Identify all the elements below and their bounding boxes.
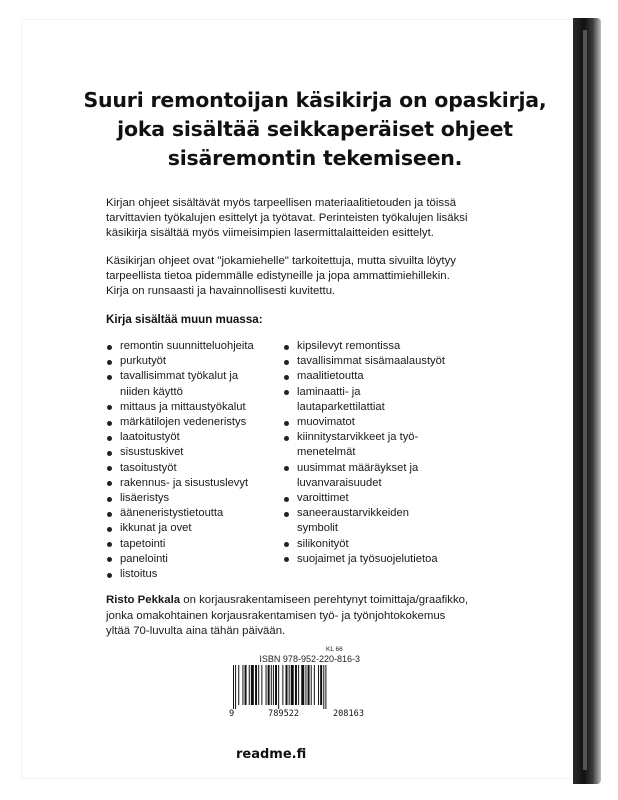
barcode-bar [295, 665, 297, 705]
list-item-text: ikkunat ja ovet [120, 522, 192, 535]
list-item [283, 506, 473, 536]
list-item-text: suojaimet ja työsuojelutietoa [297, 552, 438, 565]
barcode-bar [245, 665, 247, 705]
list-item-text: mittaus ja mittaustyökalut [120, 400, 246, 413]
book-spine-shadow [583, 30, 587, 770]
headline-line: joka sisältää seikkaperäiset ohjeet [117, 117, 513, 141]
barcode-bar [233, 665, 234, 709]
barcode-bar [251, 665, 254, 705]
barcode-bar [242, 665, 243, 705]
list-item [106, 476, 296, 491]
list-item-text: panelointi [120, 552, 168, 565]
author-name: Risto Pekkala [106, 594, 181, 606]
barcode-bar [286, 665, 288, 705]
list-item [106, 521, 296, 536]
list-item [106, 354, 296, 369]
list-item-text: uusimmat määräykset ja [297, 461, 419, 474]
barcode-bar [278, 665, 279, 709]
headline-line: sisäremontin tekemiseen. [167, 146, 463, 170]
list-item [283, 385, 473, 415]
barcode-bar [320, 665, 322, 705]
list-item [106, 339, 296, 354]
paragraph-line: Käsikirjan ohjeet ovat "jokamiehelle" tarkoitettuja, mutta sivuilta löytyy [106, 255, 456, 267]
contents-heading: Kirja sisältää muun muassa: [106, 313, 263, 326]
list-item-text: saneeraustarvikkeiden [297, 507, 409, 520]
list-item [106, 415, 296, 430]
list-item [106, 537, 296, 552]
barcode-digit-group: 789522 [268, 709, 300, 719]
list-item [283, 552, 473, 567]
isbn-text: ISBN 978-952-220-816-3 [259, 654, 360, 664]
list-item-text: kipsilevyt remontissa [297, 340, 401, 352]
list-item [106, 430, 296, 445]
list-item-text: laatoitustyöt [120, 431, 180, 444]
author-bio-line: yltää 70-luvulta aina tähän päivään. [106, 625, 286, 637]
barcode-bar [261, 665, 262, 705]
list-item-text: laminaatti- ja [297, 385, 361, 398]
barcode-bar [301, 665, 304, 705]
list-item [283, 339, 473, 354]
list-item [106, 369, 296, 399]
list-item-text: tasoitustyöt [120, 461, 177, 474]
list-item [283, 537, 473, 552]
list-item [106, 552, 296, 567]
list-item-text: varoittimet [297, 492, 349, 505]
book-spine-edge [573, 18, 601, 784]
list-item [283, 354, 473, 369]
paragraph-line: Kirjan ohjeet sisältävät myös tarpeellisen materiaalitietouden ja töissä [106, 197, 457, 209]
headline-line: Suuri remontoijan käsikirja on opaskirja, [83, 88, 547, 112]
barcode-bar [258, 665, 259, 705]
list-item-text: remontin suunnitteluohjeita [120, 340, 254, 352]
list-item-text: muovimatot [297, 416, 355, 429]
list-item [106, 491, 296, 506]
barcode-bar [298, 665, 299, 705]
list-item-text: kiinnitystarvikkeet ja työ- [297, 431, 419, 444]
author-bio [106, 593, 536, 640]
list-item-text: rakennus- ja sisustuslevyt [120, 476, 249, 489]
paragraph-line: tarpeellista tietoa pidemmälle edistyneille ja jopa ammattimiehillekin. [106, 270, 450, 282]
barcode-bar [305, 665, 306, 705]
barcode-bar [238, 665, 239, 705]
barcode [229, 665, 364, 709]
paragraph-line: käsikirja sisältää myös viimeisimpien lasermittalaitteiden esittelyt. [106, 227, 434, 239]
barcode-bar [249, 665, 250, 705]
barcode-bar [308, 665, 310, 705]
barcode-bar [235, 665, 236, 709]
barcode-bar [318, 665, 319, 705]
list-item [106, 506, 296, 521]
barcode-digit-group: 208163 [332, 709, 364, 719]
list-item-text: lautaparkettilattiat [297, 400, 385, 413]
barcode-bar [314, 665, 315, 705]
author-bio-text: on korjausrakentamiseen perehtynyt toimittaja/graafikko, [180, 594, 469, 606]
barcode-bar [311, 665, 312, 705]
contents-list-left [106, 339, 296, 582]
contents-list-right [283, 339, 473, 567]
list-item [106, 567, 296, 582]
list-item-text: tavallisimmat sisämaalaustyöt [297, 355, 445, 368]
list-item [106, 400, 296, 415]
list-item-text: tavallisimmat työkalut ja [120, 370, 239, 383]
list-item [283, 369, 473, 384]
barcode-bar [266, 665, 267, 705]
list-item [283, 415, 473, 430]
barcode-bar [271, 665, 272, 705]
list-item-text: symbolit [297, 522, 339, 535]
list-item-text: listoitus [120, 568, 158, 581]
publisher-website: readme.fi [236, 747, 307, 762]
list-item-text: ääneneristystietoutta [120, 507, 224, 520]
barcode-bar [255, 665, 257, 705]
list-item-text: purkutyöt [120, 355, 167, 368]
barcode-bar [275, 665, 277, 705]
barcode-bar [289, 665, 290, 705]
library-class-code: KL 66 [326, 646, 343, 653]
list-item-text: lisäeristys [120, 492, 170, 505]
headline [80, 86, 550, 173]
list-item [106, 445, 296, 460]
barcode-bar [291, 665, 294, 705]
list-item-text: niiden käyttö [120, 385, 183, 398]
barcode-bar [282, 665, 283, 705]
list-item-text: silikonityöt [297, 537, 349, 550]
author-bio-line: jonka omakohtainen korjausrakentamisen työ- ja työnjohtokokemus [106, 609, 446, 622]
description-paragraph-1 [106, 196, 526, 241]
barcode-digits [229, 709, 364, 719]
barcode-bar [325, 665, 326, 709]
list-item-text: menetelmät [297, 446, 356, 459]
barcode-digit-group: 9 [229, 709, 235, 719]
paragraph-line: Kirja on runsaasti ja havainnollisesti kuvitettu. [106, 285, 336, 297]
list-item-text: luvanvaraisuudet [297, 476, 382, 489]
list-item-text: märkätilojen vedeneristys [120, 416, 247, 429]
list-item [106, 461, 296, 476]
description-paragraph-2 [106, 254, 526, 299]
barcode-bar [268, 665, 270, 705]
list-item [283, 430, 473, 460]
barcode-bar [273, 665, 274, 705]
list-item-text: maalitietoutta [297, 370, 364, 383]
paragraph-line: tarvittavien työkalujen esittelyt ja työtavat. Perinteisten työkalujen lisäksi [106, 212, 468, 224]
list-item [283, 461, 473, 491]
list-item [283, 491, 473, 506]
author-bio-line [106, 593, 536, 609]
list-item-text: tapetointi [120, 537, 166, 550]
barcode-bar [323, 665, 324, 709]
list-item-text: sisustuskivet [120, 446, 184, 459]
